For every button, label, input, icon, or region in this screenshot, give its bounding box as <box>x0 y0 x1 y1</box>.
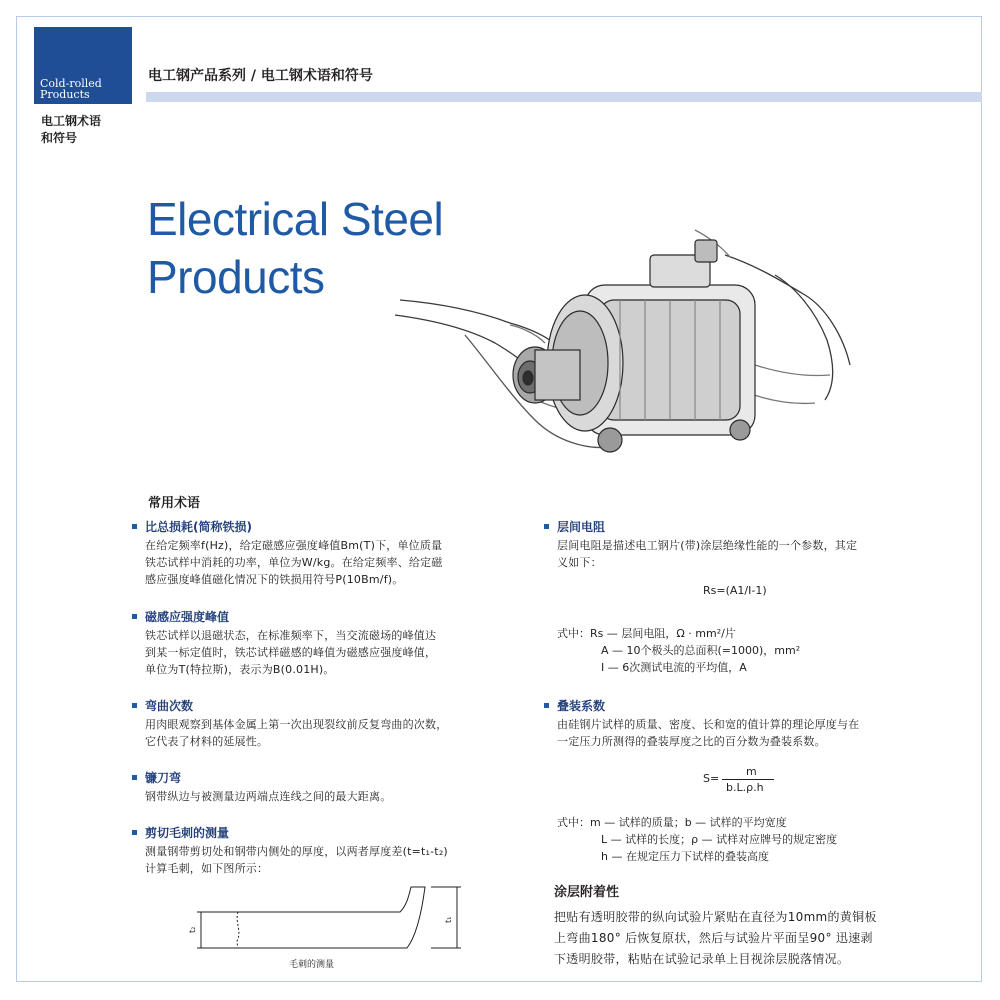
term-line: 由硅钢片试样的质量、密度、长和宽的值计算的理论厚度与在 <box>557 718 860 731</box>
coating-heading: 涂层附着性 <box>554 885 620 900</box>
term-line: 它代表了材料的延展性。 <box>145 735 269 748</box>
coating-paragraph <box>554 907 929 970</box>
header-bar <box>146 92 982 102</box>
bullet-icon <box>132 830 137 835</box>
term-heading: 层间电阻 <box>557 520 606 534</box>
stacking-def-1: 式中：m — 试样的质量；b — 试样的平均宽度 <box>557 816 787 829</box>
term-line: 计算毛刺，如下图所示： <box>145 862 269 875</box>
header-title: 电工钢产品系列 / 电工钢术语和符号 <box>148 68 373 84</box>
term-line: 单位为T(特拉斯)，表示为B(0.01H)。 <box>145 663 335 676</box>
label-t2: t₂ <box>188 926 197 933</box>
term-heading: 镰刀弯 <box>145 771 182 785</box>
term-burr <box>145 824 525 877</box>
interlayer-def-1: 式中：Rs — 层间电阻，Ω · mm²/片 <box>557 627 736 640</box>
term-line: 层间电阻是描述电工钢片(带)涂层绝缘性能的一个参数，其定 <box>557 539 858 552</box>
term-heading: 磁感应强度峰值 <box>145 610 230 624</box>
burr-diagram <box>188 885 470 955</box>
label-t1: t₁ <box>444 916 453 923</box>
term-interlayer-resistance <box>557 518 937 571</box>
term-line: 用肉眼观察到基体金属上第一次出现裂纹前反复弯曲的次数， <box>145 718 448 731</box>
stacking-formula-denominator: b.L.ρ.h <box>726 781 764 794</box>
side-label-line-1: 电工钢术语 <box>41 114 102 128</box>
term-heading: 弯曲次数 <box>145 699 194 713</box>
term-heading: 比总损耗(简称铁损) <box>145 520 252 534</box>
main-title-line-1: Electrical Steel <box>147 193 444 245</box>
cold-rolled-logo <box>34 27 132 104</box>
stacking-def-3: h — 在规定压力下试样的叠装高度 <box>601 850 769 863</box>
term-line: 到某一标定值时，铁芯试样磁感的峰值为磁感应强度峰值， <box>145 646 437 659</box>
coating-line: 上弯曲180° 后恢复原状，然后与试验片平面呈90° 迅速剥 <box>554 931 873 945</box>
burr-caption: 毛刺的测量 <box>289 960 335 970</box>
stacking-formula-numerator: m <box>746 765 757 778</box>
term-heading: 剪切毛刺的测量 <box>145 826 230 840</box>
term-line: 铁芯试样以退磁状态，在标准频率下，当交流磁场的峰值达 <box>145 629 437 642</box>
stacking-formula-lhs: S= <box>703 772 720 785</box>
bullet-icon <box>544 703 549 708</box>
term-camber <box>145 769 525 805</box>
hands-holding-motor-illustration <box>395 215 865 500</box>
term-line: 义如下： <box>557 556 602 569</box>
term-stacking-factor <box>557 697 937 750</box>
interlayer-def-2: A — 10个极头的总面积(=1000)，mm² <box>601 644 801 657</box>
term-line: 一定压力所测得的叠装厚度之比的百分数为叠装系数。 <box>557 735 826 748</box>
logo-line-1: Cold-rolled <box>40 77 102 90</box>
term-line: 铁芯试样中消耗的功率，单位为W/kg。在给定频率、给定磁 <box>145 556 443 569</box>
side-label-line-2: 和符号 <box>41 131 78 145</box>
coating-line: 把贴有透明胶带的纵向试验片紧贴在直径为10mm的黄铜板 <box>554 910 877 924</box>
coating-line: 下透明胶带，粘贴在试验记录单上目视涂层脱落情况。 <box>554 952 850 966</box>
fraction-line <box>722 779 774 780</box>
logo-line-2: Products <box>40 88 90 101</box>
term-heading: 叠装系数 <box>557 699 606 713</box>
common-terms-heading: 常用术语 <box>148 496 201 511</box>
side-label <box>41 113 131 147</box>
bullet-icon <box>132 775 137 780</box>
bullet-icon <box>132 703 137 708</box>
bullet-icon <box>132 614 137 619</box>
bullet-icon <box>132 524 137 529</box>
interlayer-def-3: I — 6次测试电流的平均值，A <box>601 661 747 674</box>
bullet-icon <box>544 524 549 529</box>
term-line: 感应强度峰值磁化情况下的铁损用符号P(10Bm/f)。 <box>145 573 404 586</box>
term-bend-count <box>145 697 525 750</box>
main-title-line-2: Products <box>147 251 325 303</box>
term-line: 在给定频率f(Hz)，给定磁感应强度峰值Bm(T)下，单位质量 <box>145 539 443 552</box>
term-peak-induction <box>145 608 525 678</box>
interlayer-formula: Rs=(A1/I-1) <box>703 584 767 597</box>
term-iron-loss <box>145 518 525 588</box>
term-line: 钢带纵边与被测量边两端点连线之间的最大距离。 <box>145 790 392 803</box>
stacking-def-2: L — 试样的长度；ρ — 试样对应牌号的规定密度 <box>601 833 838 846</box>
term-line: 测量钢带剪切处和钢带内侧处的厚度，以两者厚度差(t=t₁-t₂) <box>145 845 448 858</box>
